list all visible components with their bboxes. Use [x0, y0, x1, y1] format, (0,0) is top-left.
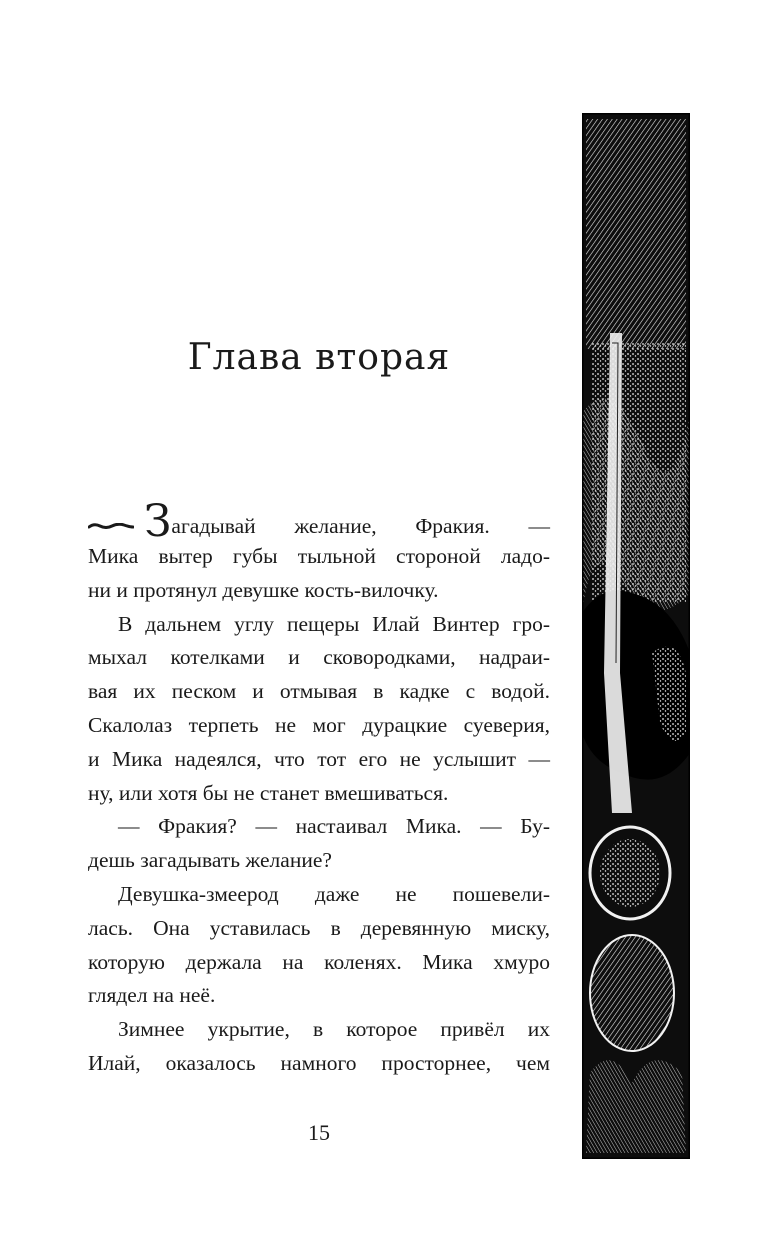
text-line: которую держала на коленях. Мика хмуро: [88, 949, 550, 974]
text-line: лась. Она уставилась в деревянную миску,: [88, 915, 550, 940]
paragraph-4: [88, 878, 550, 1013]
text-line: В дальнем углу пещеры Илай Винтер гро-: [118, 611, 550, 636]
text-line: Мика вытер губы тыльной стороной ладо-: [88, 544, 550, 568]
text-line: Скалолаз терпеть не мог дурацкие суеверия,: [88, 712, 550, 737]
paragraph-3: [88, 810, 550, 878]
body-text: [88, 496, 550, 1081]
paragraph-5: [88, 1013, 550, 1081]
text-line: вая их песком и отмывая в кадке с водой.: [88, 679, 550, 704]
paragraph-1: [88, 496, 550, 608]
text-line: ну, или хотя бы не станет вмешиваться.: [88, 780, 449, 805]
chapter-title: Глава вторая: [187, 337, 451, 378]
decorative-dash-icon: [88, 523, 134, 529]
text-line: Девушка-змеерод даже не пошевели-: [118, 881, 550, 906]
ink-engraving-strip-icon: [582, 113, 690, 1159]
text-line: мыхал котелками и сковородками, надраи-: [88, 645, 550, 670]
paragraph-2: [88, 608, 550, 811]
text-line: Зимнее укрытие, в которое привёл их: [118, 1017, 550, 1042]
text-line: ни и протянул девушке кость-вилочку.: [88, 577, 439, 602]
text-line: дешь загадывать желание?: [88, 848, 332, 873]
text-line: — Фракия? — настаивал Мика. — Бу-: [118, 814, 550, 839]
text-line: Илай, оказалось намного просторнее, чем: [88, 1050, 550, 1075]
text-line: Загадывай желание, Фракия. —: [88, 500, 550, 540]
drop-cap: З: [144, 496, 172, 547]
text-line: глядел на неё.: [88, 983, 216, 1008]
page-number: 15: [308, 1120, 330, 1145]
text-line: и Мика надеялся, что тот его не услышит —: [88, 746, 550, 771]
